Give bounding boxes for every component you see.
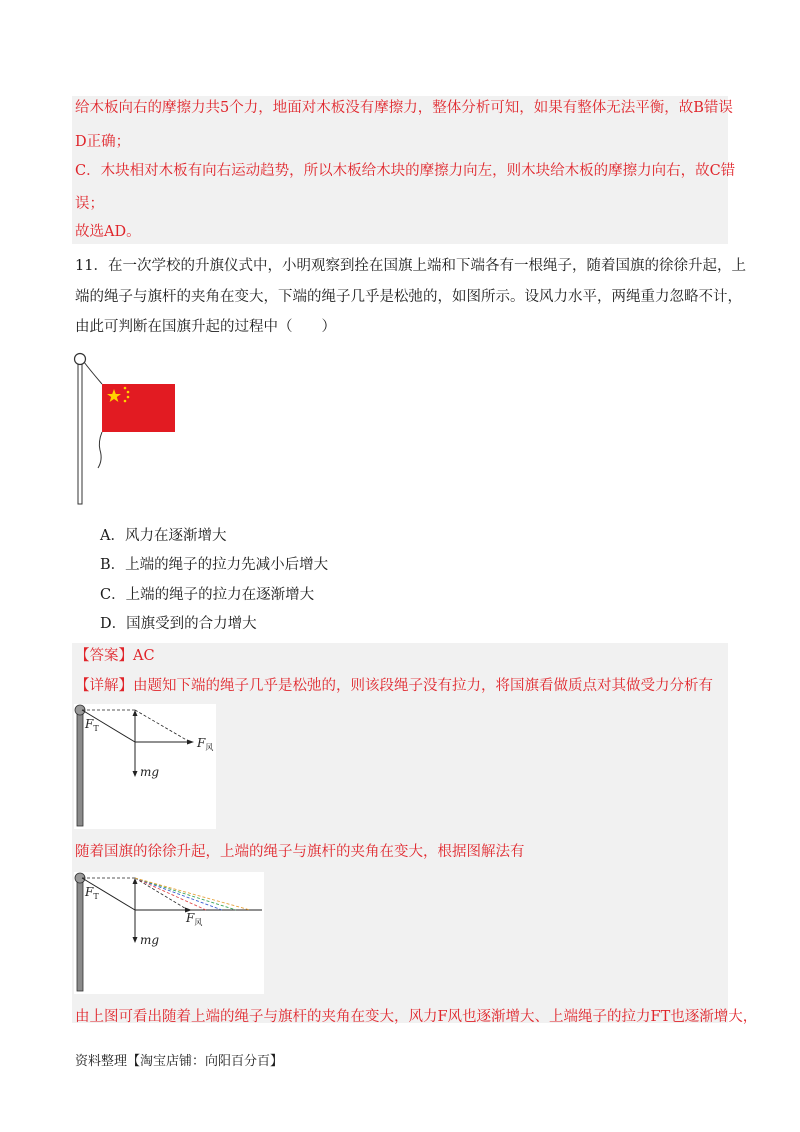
footer-text: 资料整理【淘宝店铺：向阳百分百】 xyxy=(75,1054,284,1069)
question-line-3: 由此可判断在国旗升起的过程中（ ） xyxy=(75,319,336,335)
answer-line-5: 故选AD。 xyxy=(75,224,141,240)
weight-label: mg xyxy=(140,765,160,779)
conclusion-text: 由上图可看出随着上端的绳子与旗杆的夹角在变大，风力F风也逐渐增大、上端绳子的拉力FT也逐渐增大， xyxy=(75,1009,758,1025)
flag-small-star-icon xyxy=(124,400,127,403)
option-a: A．风力在逐渐增大 xyxy=(100,528,227,544)
option-d: D．国旗受到的合力增大 xyxy=(100,616,257,632)
weight-label: mg xyxy=(140,933,160,947)
answer-line-4: 误； xyxy=(75,196,104,212)
lower-rope xyxy=(98,432,102,468)
svg-text:F风: $F_风$ xyxy=(186,911,203,927)
flag-figure xyxy=(70,350,190,510)
option-b: B．上端的绳子的拉力先减小后增大 xyxy=(100,557,329,573)
answer-line-1: 给木板向右的摩擦力共5个力，地面对木板没有摩擦力，整体分析可知，如果有整体无法平衡，故B错误 xyxy=(75,100,733,116)
mid-text: 随着国旗的徐徐升起，上端的绳子与旗杆的夹角在变大，根据图解法有 xyxy=(75,844,525,860)
answer-label: 【答案】AC xyxy=(75,648,155,664)
answer-line-2: D正确； xyxy=(75,134,131,150)
answer-line-3: C．木块相对木板有向右运动趋势，所以木板给木块的摩擦力向左，则木块给木板的摩擦力向右，故C错 xyxy=(75,163,736,179)
flag-small-star-icon xyxy=(124,387,127,390)
flag xyxy=(102,384,175,432)
pole xyxy=(77,878,83,991)
upper-rope xyxy=(84,362,102,384)
force-diagram-1 xyxy=(74,704,216,829)
flagpole xyxy=(78,362,82,504)
svg-text:F风: $F_风$ xyxy=(197,736,214,752)
force-diagram-2 xyxy=(74,872,264,994)
flagpole-top-ball xyxy=(75,354,86,365)
flag-small-star-icon xyxy=(127,391,130,394)
option-c: C．上端的绳子的拉力在逐渐增大 xyxy=(100,587,315,603)
svg-text:FT: $F_T$ xyxy=(85,885,99,901)
svg-text:FT: $F_T$ xyxy=(85,717,99,733)
pole xyxy=(77,710,83,826)
detail-text: 【详解】由题知下端的绳子几乎是松弛的，则该段绳子没有拉力，将国旗看做质点对其做受力分析有 xyxy=(75,678,713,694)
question-line-1: 11．在一次学校的升旗仪式中，小明观察到拴在国旗上端和下端各有一根绳子，随着国旗的徐徐升起，上 xyxy=(75,258,746,274)
flag-small-star-icon xyxy=(127,396,130,399)
question-line-2: 端的绳子与旗杆的夹角在变大，下端的绳子几乎是松弛的，如图所示。设风力水平，两绳重力忽略不计， xyxy=(75,289,742,305)
